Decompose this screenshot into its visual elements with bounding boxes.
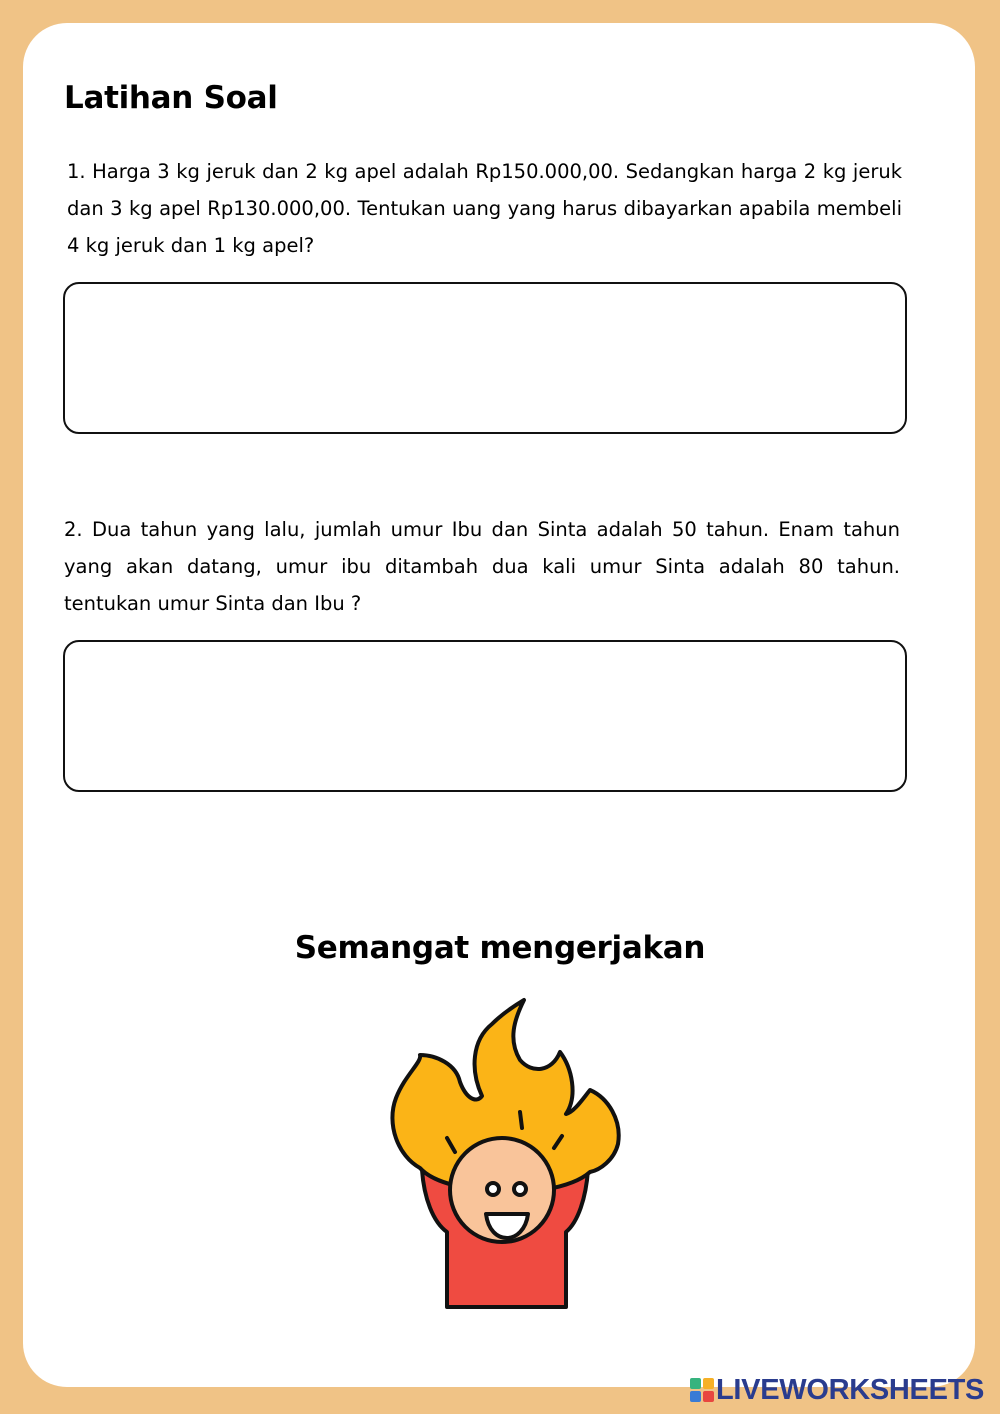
page-title: Latihan Soal	[64, 80, 278, 116]
flaming-hair-kid-icon	[380, 995, 630, 1315]
answer-box-1[interactable]	[63, 282, 907, 434]
liveworksheets-branding[interactable]	[690, 1374, 984, 1406]
question-2-text: 2. Dua tahun yang lalu, jumlah umur Ibu dan Sinta adalah 50 tahun. Enam tahun yang akan datang, umur ibu ditambah dua kali umur Sinta adalah 80 tahun. tentukan umur Sinta dan Ibu ?	[64, 518, 900, 615]
brand-name: LIVEWORKSHEETS	[716, 1374, 985, 1406]
answer-box-2[interactable]	[63, 640, 907, 792]
encouragement-heading: Semangat mengerjakan	[294, 930, 706, 966]
liveworksheets-logo-icon	[690, 1378, 714, 1402]
question-1-text: 1. Harga 3 kg jeruk dan 2 kg apel adalah Rp150.000,00. Sedangkan harga 2 kg jeruk dan 3 kg apel Rp130.000,00. Tentukan uang yang harus dibayarkan apabila membeli 4 kg jeruk dan 1 kg apel?	[67, 160, 902, 257]
